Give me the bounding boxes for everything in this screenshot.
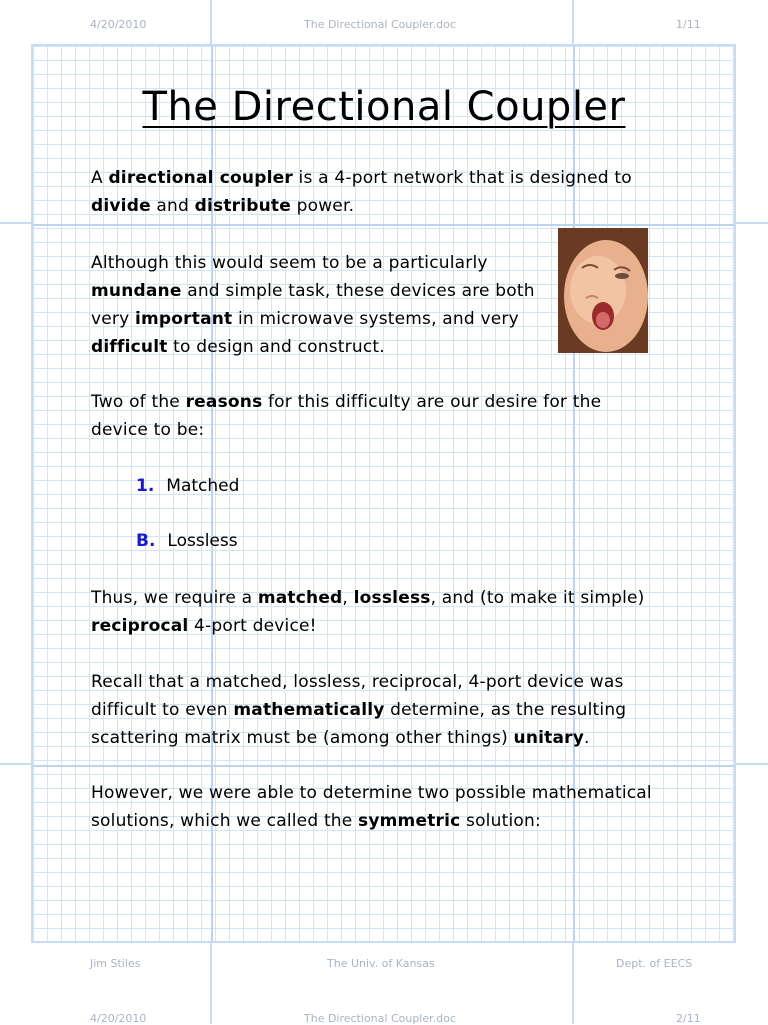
bold-term: mathematically [233, 700, 385, 720]
next-page-filename: The Directional Coupler.doc [304, 1012, 456, 1025]
footer-author: Jim Stiles [90, 957, 141, 970]
next-page-number: 2/11 [676, 1012, 701, 1025]
paragraph-recall [91, 668, 626, 752]
text: 4-port device! [188, 616, 317, 636]
paragraph-reasons [91, 388, 601, 444]
text: scattering matrix must be (among other things) [91, 728, 514, 748]
text: in microwave systems, and very [232, 309, 519, 329]
header-date: 4/20/2010 [90, 18, 147, 31]
paragraph-requirements [91, 584, 645, 640]
header-filename: The Directional Coupler.doc [304, 18, 456, 31]
bold-term: directional coupler [108, 168, 293, 188]
text: and simple task, these devices are both [181, 281, 535, 301]
bold-term: matched [257, 588, 343, 608]
text: Although this would seem to be a particularly [91, 253, 488, 273]
bold-term: symmetric [358, 811, 461, 831]
bold-term: reciprocal [91, 616, 189, 636]
text: difficult to even [91, 700, 234, 720]
text: . [584, 728, 590, 748]
text: is a 4-port network that is designed to [292, 168, 632, 188]
document-title: The Directional Coupler [142, 84, 626, 130]
grid-major-line [33, 224, 734, 226]
list-item-label: Matched [166, 476, 240, 496]
paragraph-intro [91, 164, 632, 220]
text: solutions, which we called the [91, 811, 359, 831]
text: determine, as the resulting [384, 700, 627, 720]
text: , [342, 588, 354, 608]
text: very [91, 309, 135, 329]
text: Two of the [91, 392, 186, 412]
yawning-baby-photo [558, 228, 648, 353]
paragraph-mundane [91, 249, 535, 361]
bold-term: reasons [185, 392, 263, 412]
list-marker: 1. [136, 476, 155, 496]
bold-term: lossless [353, 588, 431, 608]
text: , and (to make it simple) [430, 588, 645, 608]
bold-term: important [134, 309, 233, 329]
header-page-number: 1/11 [676, 18, 701, 31]
text: for this difficulty are our desire for the [262, 392, 602, 412]
bold-term: mundane [91, 281, 182, 301]
text: solution: [460, 811, 541, 831]
bold-term: divide [91, 196, 151, 216]
text: A [91, 168, 109, 188]
next-page-date: 4/20/2010 [90, 1012, 147, 1025]
text: However, we were able to determine two possible mathematical [91, 783, 652, 803]
text: to design and construct. [167, 337, 385, 357]
text: and [150, 196, 195, 216]
footer-department: Dept. of EECS [616, 957, 693, 970]
footer-university: The Univ. of Kansas [327, 957, 435, 970]
bold-term: distribute [194, 196, 291, 216]
list-item-label: Lossless [167, 531, 238, 551]
text: power. [291, 196, 355, 216]
bold-term: unitary [513, 728, 585, 748]
text: Thus, we require a [91, 588, 258, 608]
list-item [136, 472, 239, 500]
grid-major-line [33, 765, 734, 767]
list-item [136, 527, 238, 555]
paragraph-solutions [91, 779, 652, 835]
bold-term: difficult [91, 337, 168, 357]
text: Recall that a matched, lossless, reciprocal, 4-port device was [91, 672, 624, 692]
text: device to be: [91, 420, 205, 440]
list-marker: B. [136, 531, 156, 551]
